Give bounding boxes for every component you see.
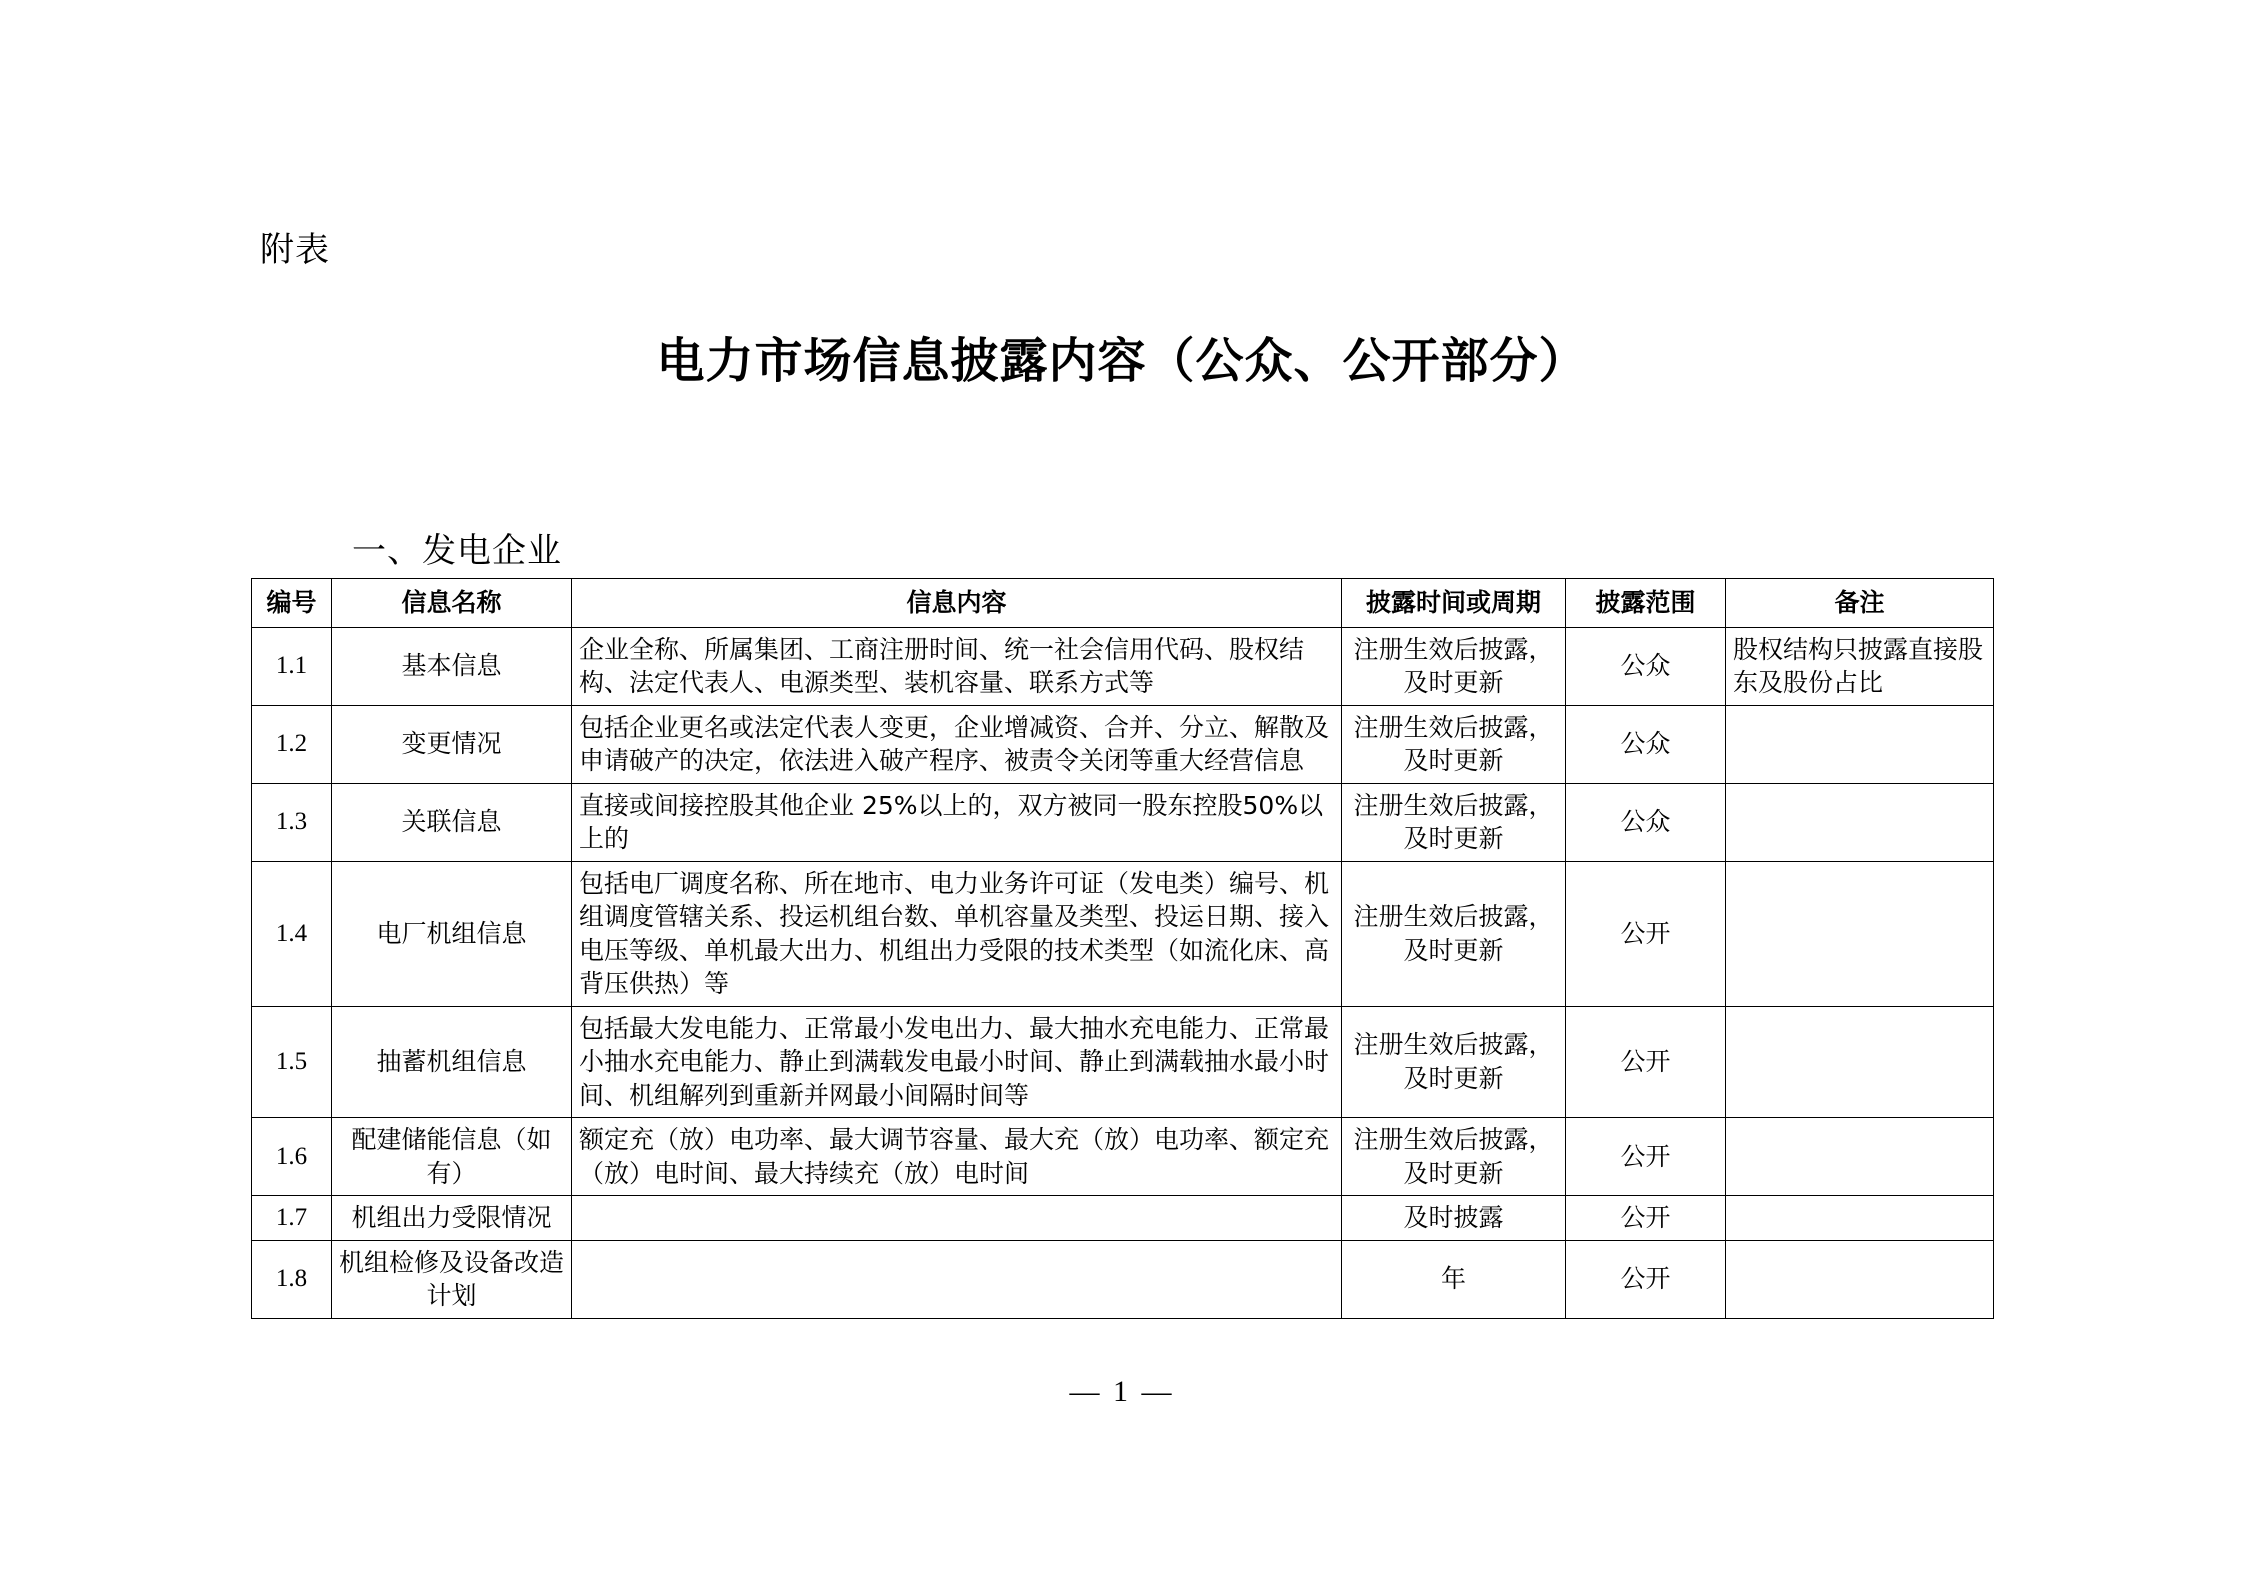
cell-no: 1.8 [252,1240,332,1318]
cell-name: 配建储能信息（如有） [332,1118,572,1196]
cell-scope: 公开 [1566,1006,1726,1118]
column-header-remark: 备注 [1726,579,1994,628]
cell-no: 1.4 [252,861,332,1006]
cell-no: 1.3 [252,783,332,861]
column-header-time: 披露时间或周期 [1342,579,1566,628]
cell-name: 关联信息 [332,783,572,861]
cell-time: 注册生效后披露，及时更新 [1342,861,1566,1006]
disclosure-table [251,578,1994,1319]
cell-content [572,1240,1342,1318]
cell-remark [1726,705,1994,783]
cell-remark [1726,1240,1994,1318]
cell-content: 包括最大发电能力、正常最小发电出力、最大抽水充电能力、正常最小抽水充电能力、静止到满载发电最小时间、静止到满载抽水最小时间、机组解列到重新并网最小间隔时间等 [572,1006,1342,1118]
cell-name: 机组检修及设备改造计划 [332,1240,572,1318]
cell-time: 及时披露 [1342,1196,1566,1241]
cell-scope: 公众 [1566,705,1726,783]
cell-content: 包括电厂调度名称、所在地市、电力业务许可证（发电类）编号、机组调度管辖关系、投运机组台数、单机容量及类型、投运日期、接入电压等级、单机最大出力、机组出力受限的技术类型（如流化床、高背压供热）等 [572,861,1342,1006]
table-row [252,1006,1994,1118]
table-row [252,705,1994,783]
cell-remark [1726,1196,1994,1241]
cell-name: 基本信息 [332,627,572,705]
cell-remark [1726,1118,1994,1196]
table-header-row [252,579,1994,628]
cell-scope: 公开 [1566,1118,1726,1196]
cell-remark [1726,1006,1994,1118]
cell-content: 额定充（放）电功率、最大调节容量、最大充（放）电功率、额定充（放）电时间、最大持续充（放）电时间 [572,1118,1342,1196]
table-row [252,627,1994,705]
cell-remark [1726,861,1994,1006]
cell-remark [1726,783,1994,861]
column-header-name: 信息名称 [332,579,572,628]
section-heading: 一、发电企业 [352,531,562,571]
cell-time: 注册生效后披露，及时更新 [1342,1118,1566,1196]
cell-content [572,1196,1342,1241]
attachment-label: 附表 [260,230,330,270]
cell-scope: 公开 [1566,1240,1726,1318]
cell-remark: 股权结构只披露直接股东及股份占比 [1726,627,1994,705]
cell-time: 年 [1342,1240,1566,1318]
cell-name: 变更情况 [332,705,572,783]
column-header-no: 编号 [252,579,332,628]
cell-scope: 公开 [1566,861,1726,1006]
table-row [252,861,1994,1006]
cell-content: 包括企业更名或法定代表人变更，企业增减资、合并、分立、解散及申请破产的决定，依法进入破产程序、被责令关闭等重大经营信息 [572,705,1342,783]
cell-name: 机组出力受限情况 [332,1196,572,1241]
cell-time: 注册生效后披露，及时更新 [1342,705,1566,783]
cell-content: 直接或间接控股其他企业 25%以上的，双方被同一股东控股50%以上的 [572,783,1342,861]
cell-no: 1.7 [252,1196,332,1241]
table-row [252,1196,1994,1241]
cell-scope: 公众 [1566,783,1726,861]
page-number: — 1 — [1069,1375,1175,1408]
table-row [252,1118,1994,1196]
column-header-content: 信息内容 [572,579,1342,628]
table-row [252,1240,1994,1318]
cell-time: 注册生效后披露，及时更新 [1342,627,1566,705]
column-header-scope: 披露范围 [1566,579,1726,628]
cell-content: 企业全称、所属集团、工商注册时间、统一社会信用代码、股权结构、法定代表人、电源类型、装机容量、联系方式等 [572,627,1342,705]
cell-no: 1.1 [252,627,332,705]
cell-no: 1.5 [252,1006,332,1118]
cell-name: 抽蓄机组信息 [332,1006,572,1118]
cell-scope: 公众 [1566,627,1726,705]
cell-no: 1.6 [252,1118,332,1196]
cell-scope: 公开 [1566,1196,1726,1241]
table-row [252,783,1994,861]
cell-time: 注册生效后披露，及时更新 [1342,783,1566,861]
page-title: 电力市场信息披露内容（公众、公开部分） [656,333,1588,389]
cell-time: 注册生效后披露，及时更新 [1342,1006,1566,1118]
cell-name: 电厂机组信息 [332,861,572,1006]
cell-no: 1.2 [252,705,332,783]
